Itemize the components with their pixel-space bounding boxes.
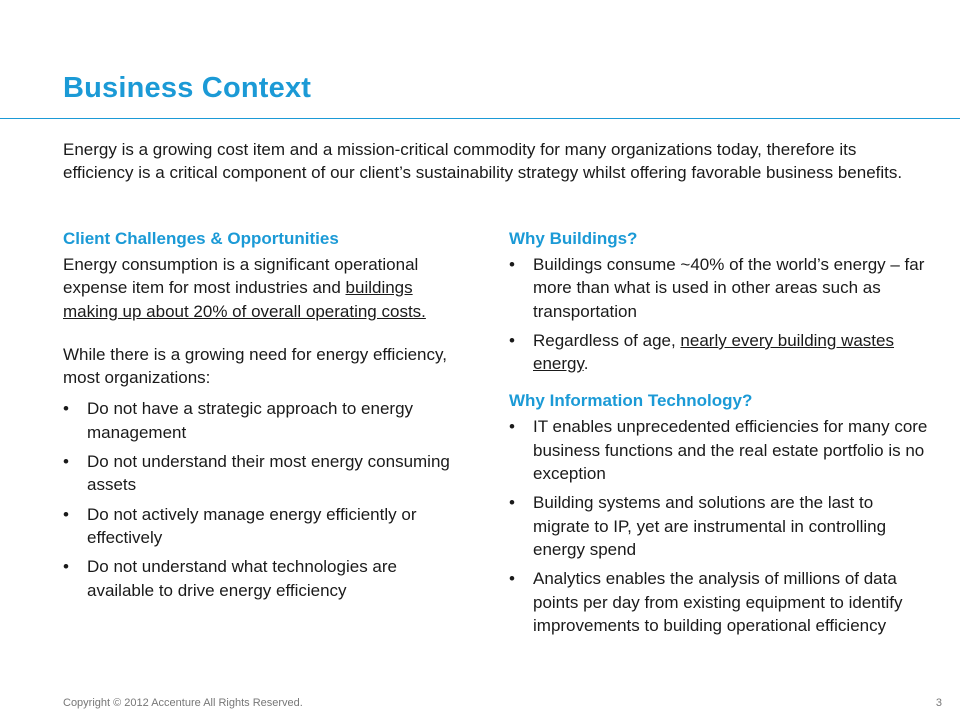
bullet-icon: • [509,255,515,274]
list-item: • Building systems and solutions are the last to migrate to IP, yet are instrumental in controlling energy spend [509,493,887,559]
slide-title: Business Context [63,72,312,104]
challenges-list [63,397,463,601]
copyright-text: Copyright © 2012 Accenture All Rights Reserved. [63,697,303,709]
client-challenges-heading: Client Challenges & Opportunities [63,229,339,248]
wastes-energy-underlined: nearly every building wastes energy [533,330,894,374]
energy-consumption-paragraph [63,253,463,323]
bullet-icon: • [63,504,69,524]
it-list [509,415,929,637]
buildings-cost-underlined: buildings making up about 20% of overall operating costs. [63,278,426,321]
list-item: • Do not actively manage energy efficiently or effectively [63,504,417,547]
bullet-icon: • [63,452,69,472]
intro-paragraph: Energy is a growing cost item and a mission-critical commodity for many organizations today, therefore its efficiency is a critical component of our client’s sustainability strategy whilst offering favorable business benefits. [63,140,903,182]
right-column [509,227,929,643]
list-item: • IT enables unprecedented efficiencies for many core business functions and the real estate portfolio is no exception [509,417,928,484]
title-divider [0,118,960,119]
list-item: • Analytics enables the analysis of millions of data points per day from existing equipment to identify improvements to building operational efficiency [509,569,903,635]
bullet-icon: • [63,557,69,577]
bullet-icon: • [509,493,515,513]
list-item: • Do not understand their most energy consuming assets [63,452,450,495]
page-number: 3 [935,697,942,709]
buildings-list [509,253,929,375]
list-item: • Do not have a strategic approach to energy management [63,399,414,442]
growing-need-paragraph: While there is a growing need for energy efficiency, most organizations: [63,344,447,388]
energy-consumption-text: Energy consumption is a significant operational expense item for most industries and [63,255,419,298]
bullet-icon: • [509,417,515,437]
list-item: • Regardless of age, nearly every building wastes energy. [509,330,894,374]
bullet-icon: • [509,569,515,589]
bullet-icon: • [63,399,69,419]
bullet-icon: • [509,330,515,350]
why-it-heading: Why Information Technology? [509,391,753,411]
why-buildings-heading: Why Buildings? [509,229,638,248]
list-item: • Do not understand what technologies are available to drive energy efficiency [63,557,397,600]
list-item: • Buildings consume ~40% of the world’s energy – far more than what is used in other areas such as transportation [509,255,925,321]
left-column [63,227,463,608]
